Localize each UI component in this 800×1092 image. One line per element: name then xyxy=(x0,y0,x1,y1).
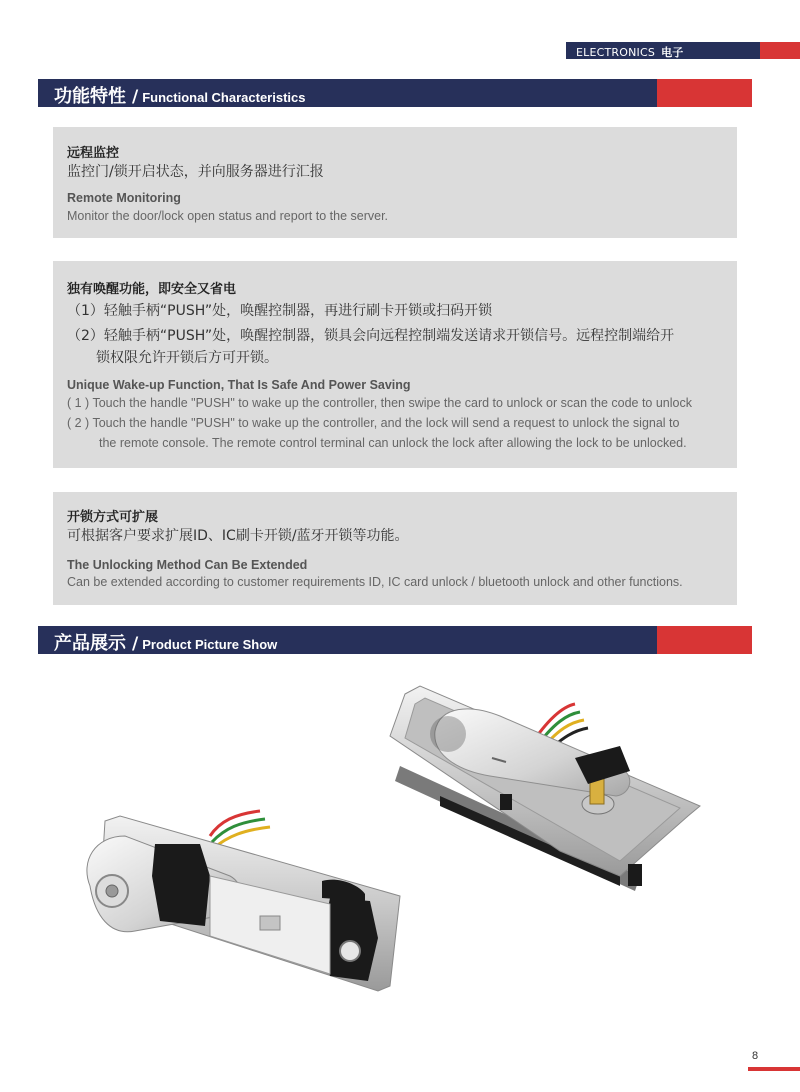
feature-line-en: Monitor the door/lock open status and report to the server. xyxy=(67,209,389,223)
feature-box-remote-monitoring xyxy=(53,127,737,238)
header-tag xyxy=(566,42,800,59)
feature-title-en: Unique Wake-up Function, That Is Safe And Power Saving xyxy=(67,378,411,392)
feature-line-cn: 监控门/锁开启状态，并向服务器进行汇报 xyxy=(67,164,324,180)
feature-title-en: Remote Monitoring xyxy=(67,191,181,205)
feature-line-cn: 可根据客户要求扩展ID、IC刷卡开锁/蓝牙开锁等功能。 xyxy=(67,528,409,544)
feature-title-cn: 独有唤醒功能，即安全又省电 xyxy=(67,282,237,297)
header-tag-text xyxy=(576,44,683,60)
feature-line-cn: （2）轻触手柄“PUSH”处，唤醒控制器，锁具会向远程控制端发送请求开锁信号。远程控制端给开 xyxy=(67,328,675,344)
feature-line-cn: （1）轻触手柄“PUSH”处，唤醒控制器，再进行刷卡开锁或扫码开锁 xyxy=(67,303,493,319)
page-number: 8 xyxy=(752,1050,759,1062)
feature-title-cn: 远程监控 xyxy=(67,146,120,161)
section-title-separator: / xyxy=(132,87,139,107)
section-title-en: Functional Characteristics xyxy=(142,90,306,105)
section-title xyxy=(54,629,277,655)
feature-line-en: ( 2 ) Touch the handle "PUSH" to wake up the controller, and the lock will send a request to unlock the signal to xyxy=(67,416,680,430)
feature-line-cn: 锁权限允许开锁后方可开锁。 xyxy=(96,350,278,366)
section-title-cn: 产品展示 xyxy=(54,633,126,654)
section-bar-accent xyxy=(657,79,752,107)
lock-with-handle xyxy=(87,811,400,991)
lock-with-key xyxy=(390,686,700,891)
feature-line-en: ( 1 ) Touch the handle "PUSH" to wake up the controller, then swipe the card to unlock or scan the code to unlock xyxy=(67,396,692,410)
feature-box-wake-up xyxy=(53,261,737,468)
section-title-separator: / xyxy=(132,634,139,654)
section-bar-functional xyxy=(38,79,752,107)
header-tag-accent xyxy=(760,42,800,59)
feature-line-en: the remote console. The remote control terminal can unlock the lock after allowing the lock to be unlocked. xyxy=(99,436,687,450)
header-tag-en: ELECTRONICS xyxy=(576,46,656,59)
feature-box-unlocking-method xyxy=(53,492,737,605)
feature-title-en: The Unlocking Method Can Be Extended xyxy=(67,558,308,572)
page-number-accent xyxy=(748,1067,800,1071)
section-title-en: Product Picture Show xyxy=(142,637,278,652)
feature-title-cn: 开锁方式可扩展 xyxy=(67,510,159,525)
header-tag-cn: 电子 xyxy=(661,46,684,59)
feature-line-en: Can be extended according to customer requirements ID, IC card unlock / bluetooth unlock and other functions. xyxy=(67,575,683,589)
product-photo xyxy=(60,676,760,1016)
section-bar-product-show xyxy=(38,626,752,654)
section-title-cn: 功能特性 xyxy=(54,86,126,107)
section-bar-accent xyxy=(657,626,752,654)
section-title xyxy=(54,82,306,108)
